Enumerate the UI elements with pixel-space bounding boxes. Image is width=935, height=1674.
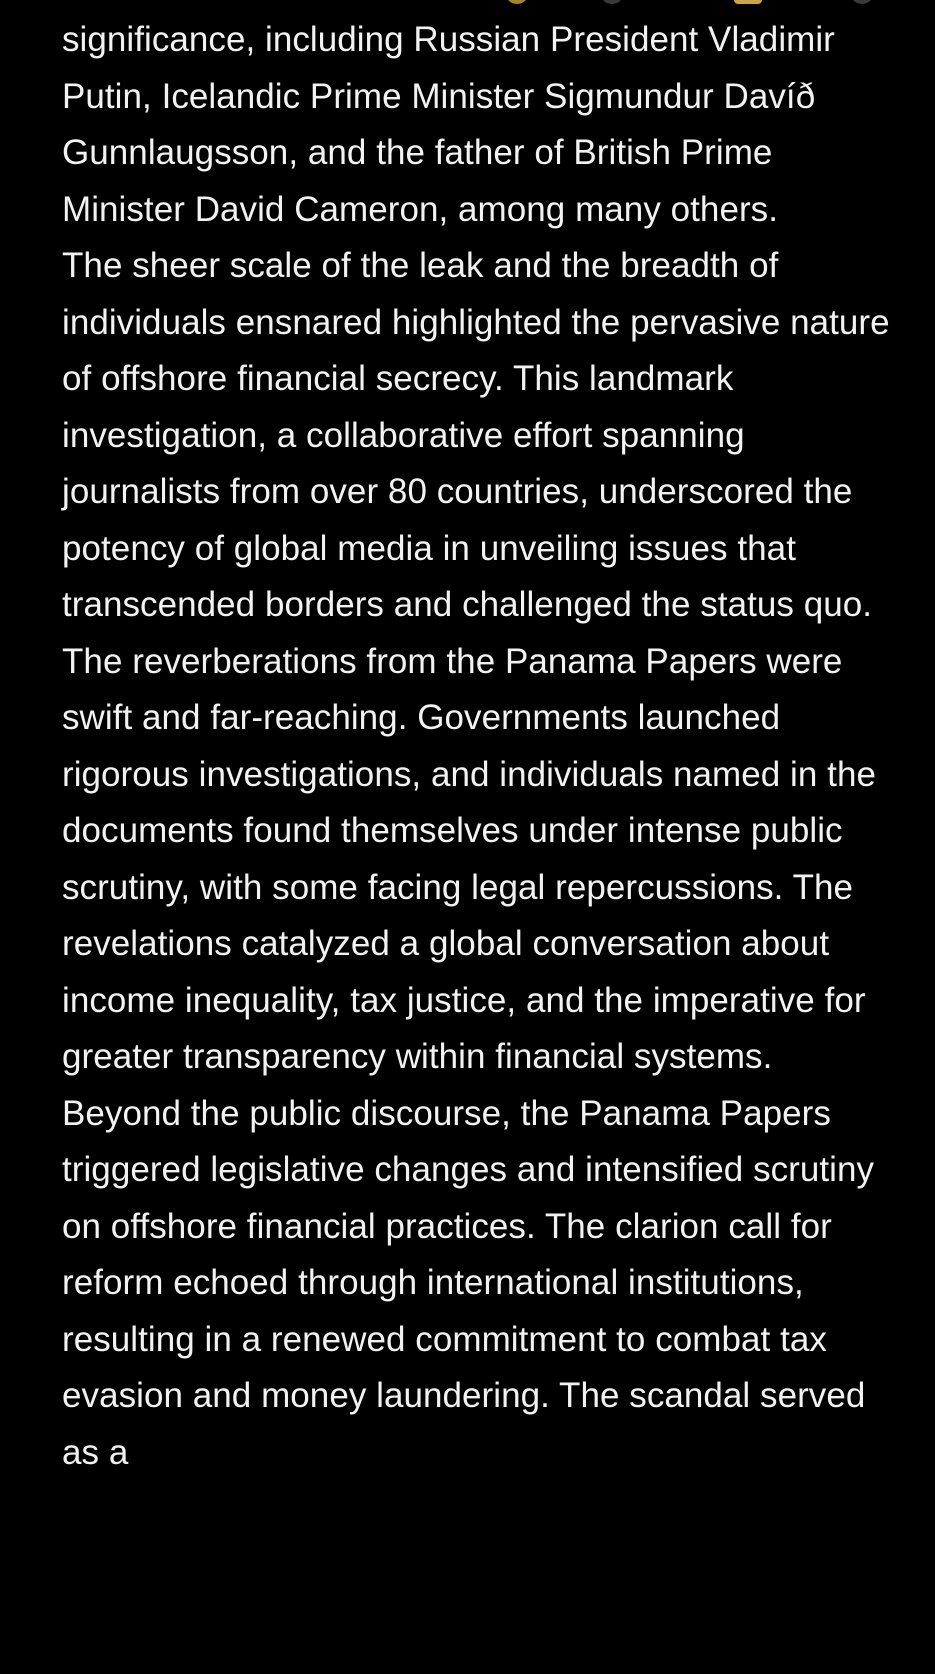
cropped-toolbar-fragment [0, 0, 935, 4]
cropped-icon [734, 0, 762, 4]
article-text [62, 12, 892, 1481]
paragraph: The sheer scale of the leak and the breadth of individuals ensnared highlighted the pervasive nature of offshore financial secrecy. This landmark investigation, a collaborative effort spanning journalists from over 80 countries, underscored the potency of global media in unveiling issues that transcended borders and challenged the status quo. [62, 246, 890, 624]
paragraph: The reverberations from the Panama Papers were swift and far-reaching. Governments launched rigorous investigations, and individuals named in the documents found themselves under intense public scrutiny, with some facing legal repercussions. The revelations catalyzed a global conversation about income inequality, tax justice, and the imperative for greater transparency within financial systems. [62, 641, 876, 1076]
paragraph: Beyond the public discourse, the Panama Papers triggered legislative changes and intensified scrutiny on offshore financial practices. The clarion call for reform echoed through international institutions, resulting in a renewed commitment to combat tax evasion and money laundering. The scandal served as a [62, 1093, 875, 1472]
cropped-icon [600, 0, 624, 4]
cropped-icon [850, 0, 874, 4]
paragraph: significance, including Russian President Vladimir Putin, Icelandic Prime Minister Sigmundur Davíð Gunnlaugsson, and the father of British Prime Minister David Cameron, among many others. [62, 20, 835, 229]
cropped-icon [505, 0, 529, 4]
